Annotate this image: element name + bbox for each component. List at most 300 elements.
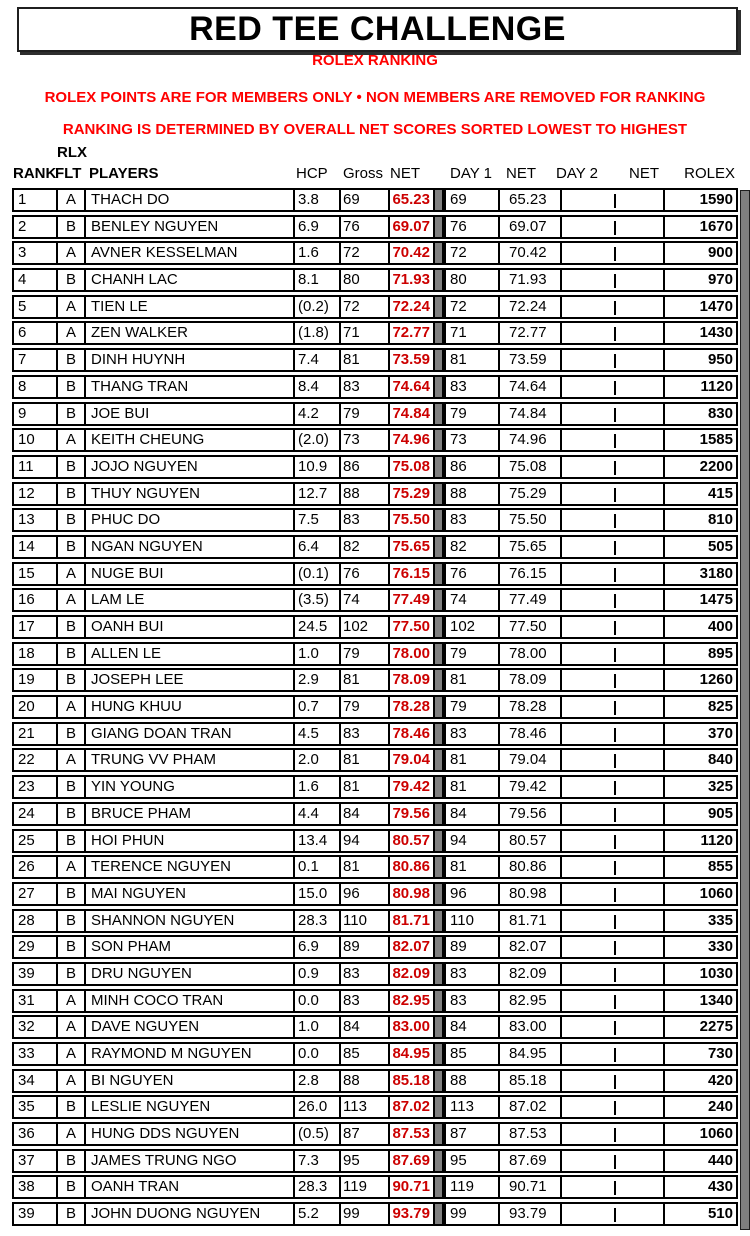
- section-divider: [433, 243, 444, 263]
- gross-cell: 83: [339, 510, 388, 530]
- net-cell: 77.49: [388, 590, 433, 610]
- day1-cell: 81: [444, 857, 498, 877]
- hcp-cell: 2.9: [293, 670, 339, 690]
- day2-net-cell: [615, 911, 663, 931]
- table-row: [12, 1175, 738, 1199]
- hcp-cell: (0.1): [293, 564, 339, 584]
- net-cell: 71.93: [388, 270, 433, 290]
- player-cell: OANH TRAN: [84, 1177, 293, 1197]
- net-cell: 87.02: [388, 1097, 433, 1117]
- day1-cell: 82: [444, 537, 498, 557]
- rolex-points-cell: 330: [663, 937, 736, 957]
- gross-cell: 69: [339, 190, 388, 210]
- flight-cell: B: [56, 724, 84, 744]
- player-cell: DRU NGUYEN: [84, 964, 293, 984]
- rank-cell: 28: [18, 911, 35, 929]
- section-divider: [433, 857, 444, 877]
- day1-net-cell: 79.56: [498, 804, 560, 824]
- day1-net-cell: 72.24: [498, 297, 560, 317]
- gross-cell: 102: [339, 617, 388, 637]
- net-cell: 69.07: [388, 217, 433, 237]
- day2-cell: [560, 750, 615, 770]
- net-cell: 80.57: [388, 831, 433, 851]
- flight-cell: A: [56, 857, 84, 877]
- rolex-points-cell: 970: [663, 270, 736, 290]
- rolex-points-cell: 510: [663, 1204, 736, 1224]
- day2-cell: [560, 430, 615, 450]
- day1-cell: 71: [444, 323, 498, 343]
- rank-cell: 8: [18, 377, 27, 395]
- gross-cell: 74: [339, 590, 388, 610]
- rank-cell: 6: [18, 324, 27, 342]
- day1-cell: 79: [444, 644, 498, 664]
- day2-cell: [560, 1017, 615, 1037]
- player-cell: KEITH CHEUNG: [84, 430, 293, 450]
- flight-cell: B: [56, 350, 84, 370]
- day2-cell: [560, 457, 615, 477]
- net-cell: 80.98: [388, 884, 433, 904]
- day1-net-cell: 78.00: [498, 644, 560, 664]
- section-divider: [433, 1204, 444, 1224]
- col-header-rank: RANK: [13, 165, 57, 182]
- flight-cell: B: [56, 617, 84, 637]
- table-row: [12, 802, 738, 826]
- hcp-cell: (0.5): [293, 1124, 339, 1144]
- table-row: [12, 668, 738, 692]
- rolex-points-cell: 1060: [663, 1124, 736, 1144]
- rolex-points-cell: 420: [663, 1071, 736, 1091]
- day2-cell: [560, 670, 615, 690]
- day1-cell: 74: [444, 590, 498, 610]
- rolex-points-cell: 1120: [663, 831, 736, 851]
- net-cell: 75.08: [388, 457, 433, 477]
- day1-net-cell: 78.09: [498, 670, 560, 690]
- player-cell: NGAN NGUYEN: [84, 537, 293, 557]
- section-divider: [433, 350, 444, 370]
- section-divider: [433, 1017, 444, 1037]
- rank-cell: 2: [18, 217, 27, 235]
- day1-net-cell: 70.42: [498, 243, 560, 263]
- section-divider: [433, 323, 444, 343]
- rank-cell: 1: [18, 191, 27, 208]
- flight-cell: B: [56, 911, 84, 931]
- net-cell: 74.64: [388, 377, 433, 397]
- section-divider: [433, 1177, 444, 1197]
- note-members-only: ROLEX POINTS ARE FOR MEMBERS ONLY • NON MEMBERS ARE REMOVED FOR RANKING: [44, 89, 706, 106]
- net-cell: 84.95: [388, 1044, 433, 1064]
- col-header-net: NET: [390, 165, 420, 182]
- section-divider: [433, 804, 444, 824]
- day2-net-cell: [615, 937, 663, 957]
- gross-cell: 94: [339, 831, 388, 851]
- hcp-cell: 7.4: [293, 350, 339, 370]
- net-cell: 87.69: [388, 1151, 433, 1171]
- rolex-points-cell: 840: [663, 750, 736, 770]
- day1-net-cell: 73.59: [498, 350, 560, 370]
- day2-net-cell: [615, 297, 663, 317]
- rank-cell: 7: [18, 351, 27, 369]
- hcp-cell: 1.0: [293, 644, 339, 664]
- day2-cell: [560, 217, 615, 237]
- gross-cell: 96: [339, 884, 388, 904]
- day2-net-cell: [615, 991, 663, 1011]
- hcp-cell: 28.3: [293, 911, 339, 931]
- day2-net-cell: [615, 377, 663, 397]
- gross-cell: 76: [339, 564, 388, 584]
- day1-net-cell: 90.71: [498, 1177, 560, 1197]
- hcp-cell: 24.5: [293, 617, 339, 637]
- rolex-points-cell: 2275: [663, 1017, 736, 1037]
- flight-cell: A: [56, 564, 84, 584]
- player-cell: TIEN LE: [84, 297, 293, 317]
- flight-cell: B: [56, 777, 84, 797]
- player-cell: MINH COCO TRAN: [84, 991, 293, 1011]
- net-cell: 73.59: [388, 350, 433, 370]
- day1-net-cell: 74.96: [498, 430, 560, 450]
- hcp-cell: (3.5): [293, 590, 339, 610]
- day1-cell: 110: [444, 911, 498, 931]
- player-cell: SHANNON NGUYEN: [84, 911, 293, 931]
- table-row: [12, 1042, 738, 1066]
- day2-net-cell: [615, 964, 663, 984]
- day2-cell: [560, 1124, 615, 1144]
- day2-cell: [560, 911, 615, 931]
- net-cell: 77.50: [388, 617, 433, 637]
- day2-cell: [560, 697, 615, 717]
- table-row: [12, 962, 738, 986]
- day1-cell: 83: [444, 724, 498, 744]
- hcp-cell: 13.4: [293, 831, 339, 851]
- day2-net-cell: [615, 1177, 663, 1197]
- net-cell: 83.00: [388, 1017, 433, 1037]
- day2-net-cell: [615, 1151, 663, 1171]
- day2-cell: [560, 1071, 615, 1091]
- flight-cell: B: [56, 537, 84, 557]
- rank-cell: 37: [18, 1151, 35, 1169]
- day1-cell: 79: [444, 404, 498, 424]
- player-cell: THUY NGUYEN: [84, 484, 293, 504]
- gross-cell: 72: [339, 243, 388, 263]
- day1-cell: 76: [444, 564, 498, 584]
- col-header-rolex: ROLEX: [684, 165, 735, 182]
- rank-cell: 35: [18, 1098, 35, 1116]
- player-cell: HUNG DDS NGUYEN: [84, 1124, 293, 1144]
- gross-cell: 99: [339, 1204, 388, 1224]
- table-row: [12, 1069, 738, 1093]
- hcp-cell: 10.9: [293, 457, 339, 477]
- day2-cell: [560, 537, 615, 557]
- flight-cell: A: [56, 991, 84, 1011]
- flight-cell: B: [56, 1151, 84, 1171]
- hcp-cell: 0.9: [293, 964, 339, 984]
- net-cell: 70.42: [388, 243, 433, 263]
- rank-cell: 5: [18, 297, 27, 315]
- player-cell: TRUNG VV PHAM: [84, 750, 293, 770]
- day2-net-cell: [615, 590, 663, 610]
- rolex-points-cell: 1120: [663, 377, 736, 397]
- col-header-day2-net: NET: [629, 165, 659, 182]
- section-divider: [433, 190, 444, 210]
- ranking-table-body: [12, 188, 738, 1229]
- day2-net-cell: [615, 1017, 663, 1037]
- col-header-day2: DAY 2: [556, 165, 598, 182]
- day2-cell: [560, 404, 615, 424]
- rolex-points-cell: 1590: [663, 190, 736, 210]
- section-divider: [433, 1071, 444, 1091]
- day2-net-cell: [615, 430, 663, 450]
- hcp-cell: 26.0: [293, 1097, 339, 1117]
- flight-cell: B: [56, 670, 84, 690]
- table-row: [12, 482, 738, 506]
- day2-cell: [560, 297, 615, 317]
- day2-cell: [560, 804, 615, 824]
- hcp-cell: 2.0: [293, 750, 339, 770]
- gross-cell: 84: [339, 1017, 388, 1037]
- day1-net-cell: 79.42: [498, 777, 560, 797]
- net-cell: 76.15: [388, 564, 433, 584]
- table-row: [12, 455, 738, 479]
- day1-cell: 73: [444, 430, 498, 450]
- day1-net-cell: 75.65: [498, 537, 560, 557]
- gross-cell: 81: [339, 350, 388, 370]
- rank-cell: 25: [18, 831, 35, 849]
- rolex-points-cell: 400: [663, 617, 736, 637]
- net-cell: 87.53: [388, 1124, 433, 1144]
- section-divider: [433, 777, 444, 797]
- hcp-cell: 1.0: [293, 1017, 339, 1037]
- net-cell: 79.56: [388, 804, 433, 824]
- day2-net-cell: [615, 724, 663, 744]
- day1-cell: 81: [444, 670, 498, 690]
- flight-cell: A: [56, 430, 84, 450]
- player-cell: DAVE NGUYEN: [84, 1017, 293, 1037]
- gross-cell: 71: [339, 323, 388, 343]
- gross-cell: 81: [339, 670, 388, 690]
- day1-net-cell: 87.53: [498, 1124, 560, 1144]
- table-row: [12, 402, 738, 426]
- rolex-points-cell: 830: [663, 404, 736, 424]
- player-cell: GIANG DOAN TRAN: [84, 724, 293, 744]
- hcp-cell: 6.9: [293, 937, 339, 957]
- section-divider: [433, 670, 444, 690]
- player-cell: JOSEPH LEE: [84, 670, 293, 690]
- hcp-cell: 0.1: [293, 857, 339, 877]
- rank-cell: 3: [18, 244, 27, 262]
- day1-cell: 96: [444, 884, 498, 904]
- net-cell: 75.50: [388, 510, 433, 530]
- table-row: [12, 1122, 738, 1146]
- day2-cell: [560, 590, 615, 610]
- gross-cell: 81: [339, 750, 388, 770]
- day1-cell: 88: [444, 1071, 498, 1091]
- section-divider: [433, 750, 444, 770]
- rolex-points-cell: 825: [663, 697, 736, 717]
- section-divider: [433, 590, 444, 610]
- gross-cell: 88: [339, 1071, 388, 1091]
- day1-cell: 89: [444, 937, 498, 957]
- col-header-flt: FLT: [55, 165, 82, 182]
- table-row: [12, 375, 738, 399]
- hcp-cell: 2.8: [293, 1071, 339, 1091]
- day2-cell: [560, 777, 615, 797]
- day1-net-cell: 80.57: [498, 831, 560, 851]
- day2-cell: [560, 831, 615, 851]
- day1-cell: 84: [444, 804, 498, 824]
- rolex-points-cell: 1430: [663, 323, 736, 343]
- day1-cell: 94: [444, 831, 498, 851]
- section-divider: [433, 484, 444, 504]
- rank-cell: 21: [18, 724, 35, 742]
- gross-cell: 85: [339, 1044, 388, 1064]
- gross-cell: 84: [339, 804, 388, 824]
- table-right-shadow: [740, 190, 750, 1230]
- section-divider: [433, 430, 444, 450]
- flight-cell: B: [56, 484, 84, 504]
- day1-net-cell: 80.86: [498, 857, 560, 877]
- hcp-cell: 5.2: [293, 1204, 339, 1224]
- day1-net-cell: 83.00: [498, 1017, 560, 1037]
- flight-cell: B: [56, 1204, 84, 1224]
- day2-cell: [560, 350, 615, 370]
- table-row: [12, 642, 738, 666]
- player-cell: NUGE BUI: [84, 564, 293, 584]
- player-cell: OANH BUI: [84, 617, 293, 637]
- day2-cell: [560, 377, 615, 397]
- day2-cell: [560, 1097, 615, 1117]
- flight-cell: B: [56, 217, 84, 237]
- rank-cell: 14: [18, 537, 35, 555]
- day1-net-cell: 84.95: [498, 1044, 560, 1064]
- rolex-points-cell: 950: [663, 350, 736, 370]
- rank-cell: 33: [18, 1045, 35, 1062]
- day2-net-cell: [615, 1204, 663, 1224]
- player-cell: ALLEN LE: [84, 644, 293, 664]
- table-row: [12, 588, 738, 612]
- day1-cell: 84: [444, 1017, 498, 1037]
- table-row: [12, 508, 738, 532]
- player-cell: BENLEY NGUYEN: [84, 217, 293, 237]
- net-cell: 72.77: [388, 323, 433, 343]
- day2-cell: [560, 617, 615, 637]
- col-header-hcp: HCP: [296, 165, 328, 182]
- section-divider: [433, 911, 444, 931]
- net-cell: 80.86: [388, 857, 433, 877]
- section-divider: [433, 937, 444, 957]
- hcp-cell: 0.7: [293, 697, 339, 717]
- section-divider: [433, 1044, 444, 1064]
- section-divider: [433, 884, 444, 904]
- day1-cell: 83: [444, 964, 498, 984]
- table-row: [12, 695, 738, 719]
- section-divider: [433, 617, 444, 637]
- day2-net-cell: [615, 1044, 663, 1064]
- col-header-gross: Gross: [343, 165, 384, 182]
- rank-cell: 22: [18, 751, 35, 769]
- net-cell: 85.18: [388, 1071, 433, 1091]
- table-row: [12, 1095, 738, 1119]
- day1-cell: 76: [444, 217, 498, 237]
- day1-net-cell: 78.46: [498, 724, 560, 744]
- flight-cell: A: [56, 1124, 84, 1144]
- net-cell: 90.71: [388, 1177, 433, 1197]
- hcp-cell: (2.0): [293, 430, 339, 450]
- gross-cell: 80: [339, 270, 388, 290]
- gross-cell: 79: [339, 644, 388, 664]
- day2-cell: [560, 484, 615, 504]
- hcp-cell: 8.1: [293, 270, 339, 290]
- flight-cell: B: [56, 804, 84, 824]
- day1-cell: 80: [444, 270, 498, 290]
- rank-cell: 17: [18, 618, 35, 635]
- table-row: [12, 215, 738, 239]
- hcp-cell: 4.4: [293, 804, 339, 824]
- rolex-points-cell: 900: [663, 243, 736, 263]
- rolex-points-cell: 370: [663, 724, 736, 744]
- section-divider: [433, 404, 444, 424]
- net-cell: 75.29: [388, 484, 433, 504]
- day1-cell: 86: [444, 457, 498, 477]
- day1-net-cell: 82.95: [498, 991, 560, 1011]
- rolex-points-cell: 440: [663, 1151, 736, 1171]
- day1-net-cell: 78.28: [498, 697, 560, 717]
- player-cell: AVNER KESSELMAN: [84, 243, 293, 263]
- day1-net-cell: 85.18: [498, 1071, 560, 1091]
- player-cell: BI NGUYEN: [84, 1071, 293, 1091]
- day2-net-cell: [615, 270, 663, 290]
- player-cell: JOE BUI: [84, 404, 293, 424]
- day2-cell: [560, 937, 615, 957]
- hcp-cell: 3.8: [293, 190, 339, 210]
- day1-cell: 113: [444, 1097, 498, 1117]
- player-cell: JOJO NGUYEN: [84, 457, 293, 477]
- rolex-points-cell: 325: [663, 777, 736, 797]
- title-box: [17, 7, 738, 52]
- flight-cell: B: [56, 644, 84, 664]
- gross-cell: 72: [339, 297, 388, 317]
- section-divider: [433, 217, 444, 237]
- table-row: [12, 428, 738, 452]
- day2-net-cell: [615, 777, 663, 797]
- day1-net-cell: 75.29: [498, 484, 560, 504]
- flight-cell: B: [56, 937, 84, 957]
- net-cell: 72.24: [388, 297, 433, 317]
- rolex-points-cell: 1475: [663, 590, 736, 610]
- section-divider: [433, 644, 444, 664]
- day1-cell: 102: [444, 617, 498, 637]
- player-cell: THACH DO: [84, 190, 293, 210]
- gross-cell: 119: [339, 1177, 388, 1197]
- gross-cell: 83: [339, 724, 388, 744]
- day2-net-cell: [615, 457, 663, 477]
- hcp-cell: 1.6: [293, 777, 339, 797]
- rank-cell: 32: [18, 1018, 35, 1036]
- section-divider: [433, 1124, 444, 1144]
- rank-cell: 4: [18, 271, 27, 289]
- section-divider: [433, 457, 444, 477]
- day2-net-cell: [615, 804, 663, 824]
- day2-net-cell: [615, 1124, 663, 1144]
- day2-net-cell: [615, 404, 663, 424]
- section-divider: [433, 537, 444, 557]
- net-cell: 74.96: [388, 430, 433, 450]
- day1-cell: 88: [444, 484, 498, 504]
- net-cell: 75.65: [388, 537, 433, 557]
- rank-cell: 39: [18, 964, 35, 982]
- rank-cell: 39: [18, 1205, 35, 1223]
- rank-cell: 27: [18, 884, 35, 902]
- flight-cell: B: [56, 1097, 84, 1117]
- gross-cell: 113: [339, 1097, 388, 1117]
